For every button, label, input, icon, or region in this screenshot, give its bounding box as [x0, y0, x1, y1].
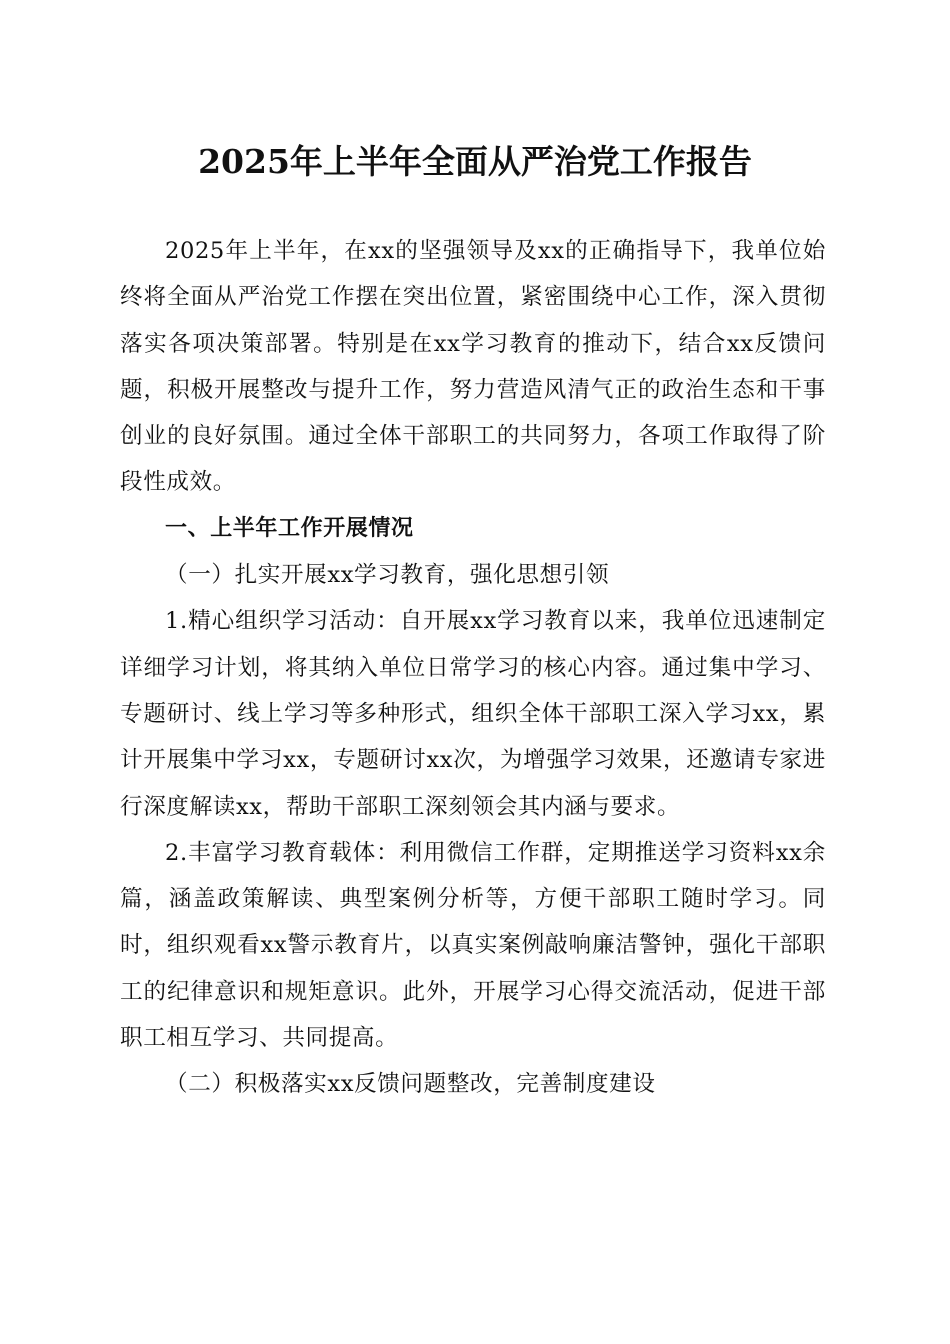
body-paragraph: 2.丰富学习教育载体：利用微信工作群，定期推送学习资料xx余篇，涵盖政策解读、典型案例分析等，方便干部职工随时学习。同时，组织观看xx警示教育片，以真实案例敲响廉洁警钟，强化干部职工的纪律意识和规矩意识。此外，开展学习心得交流活动，促进干部职工相互学习、共同提高。 [120, 839, 826, 1052]
intro-paragraph: 2025年上半年，在xx的坚强领导及xx的正确指导下，我单位始终将全面从严治党工作摆在突出位置，紧密围绕中心工作，深入贯彻落实各项决策部署。特别是在xx学习教育的推动下，结合xx反馈问题，积极开展整改与提升工作，努力营造风清气正的政治生态和干事创业的良好氛围。通过全体干部职工的共同努力，各项工作取得了阶段性成效。 [120, 238, 826, 496]
document-body [120, 228, 826, 1108]
subsection-heading: （二）积极落实xx反馈问题整改，完善制度建设 [165, 1071, 656, 1098]
document-title: 2025年上半年全面从严治党工作报告 [198, 142, 752, 181]
body-paragraph: 1.精心组织学习活动：自开展xx学习教育以来，我单位迅速制定详细学习计划，将其纳入单位日常学习的核心内容。通过集中学习、专题研讨、线上学习等多种形式，组织全体干部职工深入学习xx，累计开展集中学习xx，专题研讨xx次，为增强学习效果，还邀请专家进行深度解读xx，帮助干部职工深刻领会其内涵与要求。 [120, 608, 826, 820]
subsection-heading: （一）扎实开展xx学习教育，强化思想引领 [165, 562, 610, 589]
section-heading: 一、上半年工作开展情况 [165, 515, 414, 541]
